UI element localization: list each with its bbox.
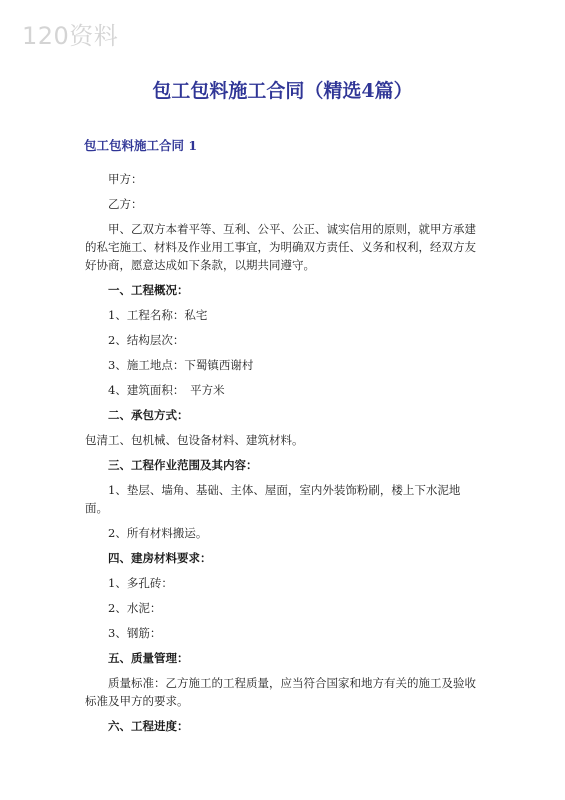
clause-heading: 五、质量管理： <box>108 651 189 665</box>
document-title: 包工包料施工合同（精选4篇） <box>152 80 413 102</box>
clause-heading: 二、承包方式： <box>108 408 189 422</box>
paragraph: 2、结构层次： <box>108 333 185 347</box>
contract-body <box>85 170 481 742</box>
clause-heading: 一、工程概况： <box>108 283 189 297</box>
clause-heading: 三、工程作业范围及其内容： <box>108 458 258 472</box>
paragraph: 2、所有材料搬运。 <box>108 526 208 540</box>
paragraph: 1、多孔砖： <box>108 576 173 590</box>
clause-heading: 六、工程进度： <box>108 719 189 733</box>
paragraph: 1、垫层、墙角、基础、主体、屋面，室内外装饰粉刷，楼上下水泥地面。 <box>85 483 461 515</box>
paragraph: 4、建筑面积： 平方米 <box>108 383 225 397</box>
paragraph: 质量标准：乙方施工的工程质量，应当符合国家和地方有关的施工及验收标准及甲方的要求。 <box>85 676 476 708</box>
paragraph: 1、工程名称：私宅 <box>108 308 208 322</box>
paragraph: 甲、乙双方本着平等、互利、公平、公正、诚实信用的原则，就甲方承建的私宅施工、材料及作业用工事宜，为明确双方责任、义务和权利，经双方友好协商，愿意达成如下条款，以期共同遵守。 <box>85 222 476 272</box>
watermark-logo: 120资料 <box>22 22 119 50</box>
paragraph: 2、水泥： <box>108 601 162 615</box>
paragraph: 包清工、包机械、包设备材料、建筑材料。 <box>85 433 304 447</box>
paragraph: 甲方： <box>108 172 143 186</box>
paragraph: 3、钢筋： <box>108 626 162 640</box>
paragraph: 3、施工地点：下蜀镇西谢村 <box>108 358 254 372</box>
section-title: 包工包料施工合同 1 <box>84 138 198 153</box>
clause-heading: 四、建房材料要求： <box>108 551 212 565</box>
paragraph: 乙方： <box>108 197 143 211</box>
